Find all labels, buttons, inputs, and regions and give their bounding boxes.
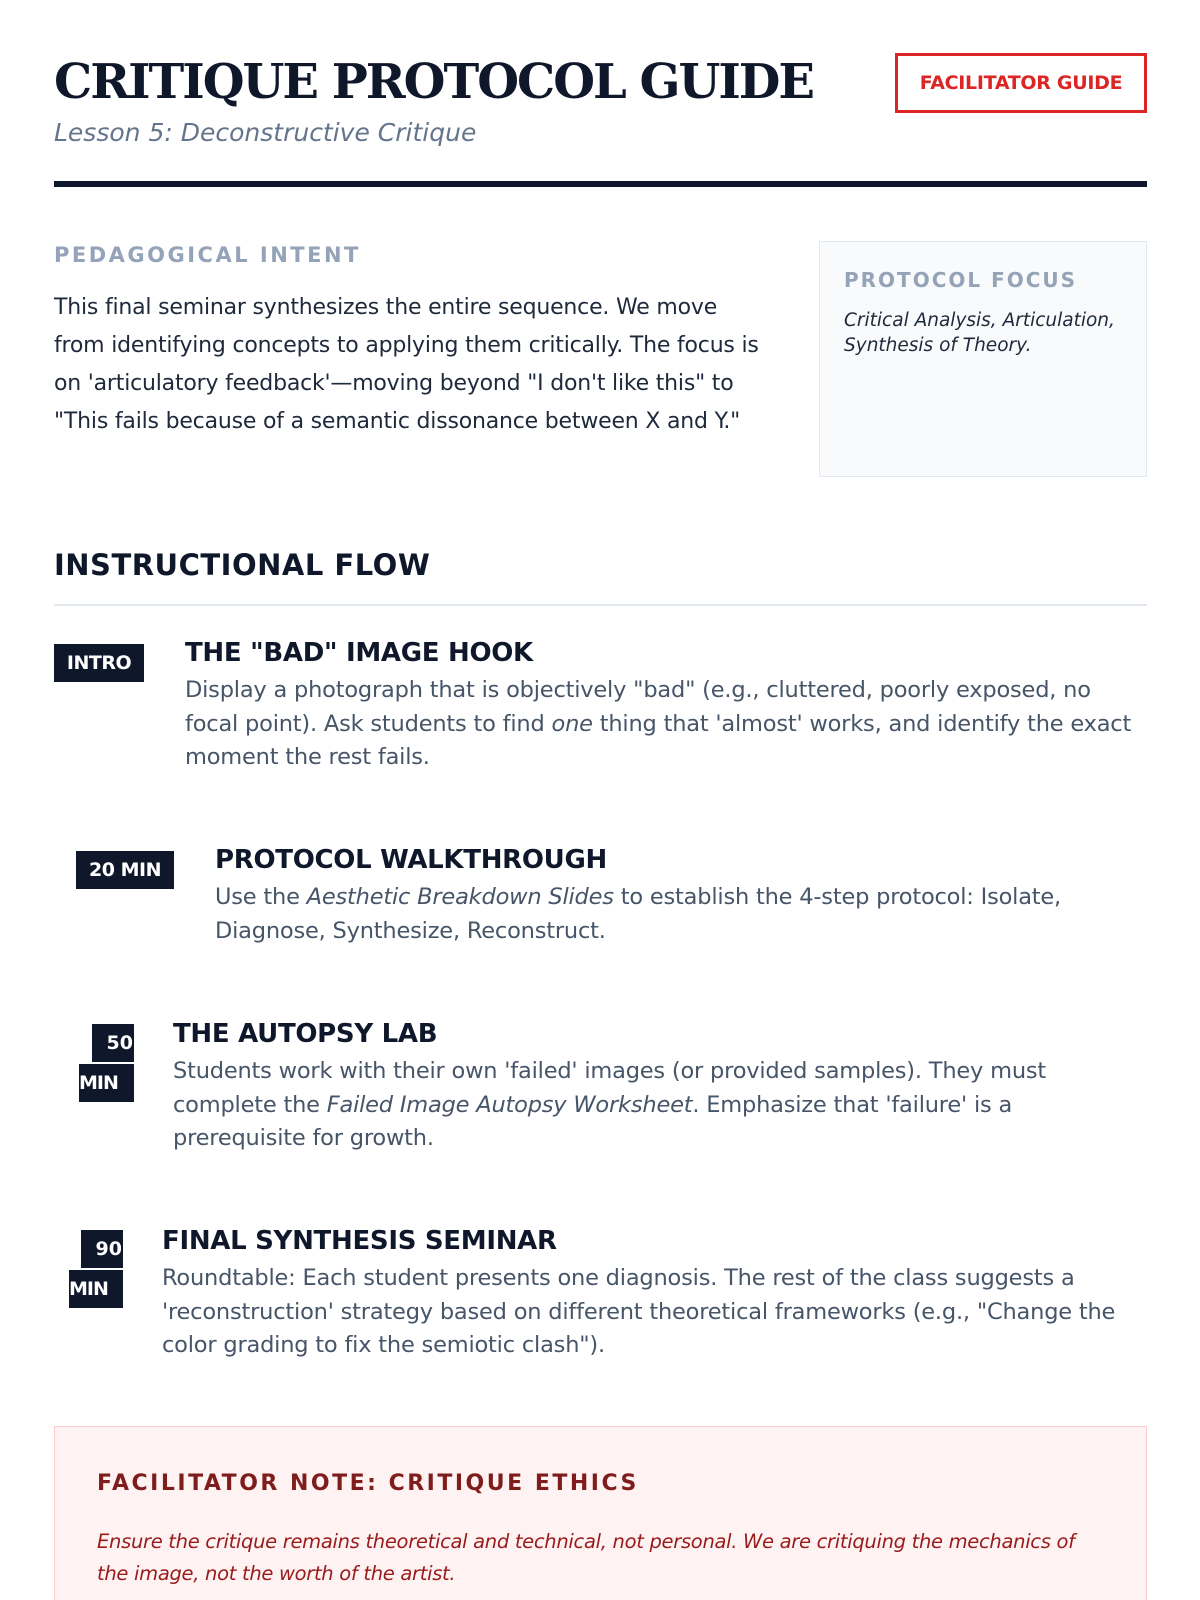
step-title: THE "BAD" IMAGE HOOK bbox=[185, 638, 533, 668]
header-divider bbox=[54, 181, 1147, 187]
time-tag-unit: MIN bbox=[79, 1064, 134, 1102]
intent-text: This final seminar synthesizes the entire sequence. We move from identifying concepts to applying them critically. The focus is on 'articulatory feedback'—moving beyond "I don't like this" to "This fails because of a semantic dissonance between X and Y." bbox=[54, 295, 759, 434]
flow-divider bbox=[54, 604, 1147, 606]
flow-title: INSTRUCTIONAL FLOW bbox=[54, 548, 431, 582]
focus-label: PROTOCOL FOCUS bbox=[844, 268, 1078, 292]
intent-section bbox=[54, 243, 764, 441]
time-tag-number: 50 bbox=[92, 1024, 134, 1062]
time-tag-unit: MIN bbox=[69, 1270, 123, 1308]
document-header bbox=[54, 52, 1147, 188]
step-body: Display a photograph that is objectively "bad" (e.g., cluttered, poorly exposed, no focal point). Ask students to find one thing that 'almost' works, and identify the exact moment the rest fails. bbox=[185, 677, 1132, 770]
time-tag: INTRO bbox=[54, 644, 144, 682]
step-body: Use the Aesthetic Breakdown Slides to establish the 4-step protocol: Isolate, Diagnose, Synthesize, Reconstruct. bbox=[215, 884, 1062, 944]
focus-text: Critical Analysis, Articulation, Synthesis of Theory. bbox=[844, 310, 1115, 356]
step-body: Roundtable: Each student presents one diagnosis. The rest of the class suggests a 'reconstruction' strategy based on different theoretical frameworks (e.g., "Change the color grading to fix the semiotic clash"). bbox=[162, 1265, 1116, 1358]
note-text: Ensure the critique remains theoretical and technical, not personal. We are critiquing the mechanics of the image, not the worth of the artist. bbox=[97, 1530, 1075, 1585]
time-tag: 20 MIN bbox=[76, 851, 174, 889]
step-title: THE AUTOPSY LAB bbox=[173, 1019, 438, 1049]
facilitator-note-callout bbox=[54, 1426, 1147, 1600]
time-tag-number: 90 bbox=[81, 1230, 123, 1268]
facilitator-guide-button[interactable]: FACILITATOR GUIDE bbox=[895, 53, 1147, 113]
intent-label: PEDAGOGICAL INTENT bbox=[54, 243, 361, 267]
page-title: CRITIQUE PROTOCOL GUIDE bbox=[54, 54, 814, 110]
step-body: Students work with their own 'failed' images (or provided samples). They must complete the Failed Image Autopsy Worksheet. Emphasize that 'failure' is a prerequisite for growth. bbox=[173, 1058, 1047, 1151]
page-subtitle: Lesson 5: Deconstructive Critique bbox=[54, 118, 477, 147]
protocol-focus-card bbox=[819, 241, 1147, 477]
step-title: FINAL SYNTHESIS SEMINAR bbox=[162, 1226, 557, 1256]
note-title: FACILITATOR NOTE: CRITIQUE ETHICS bbox=[97, 1471, 639, 1496]
step-title: PROTOCOL WALKTHROUGH bbox=[215, 845, 607, 875]
